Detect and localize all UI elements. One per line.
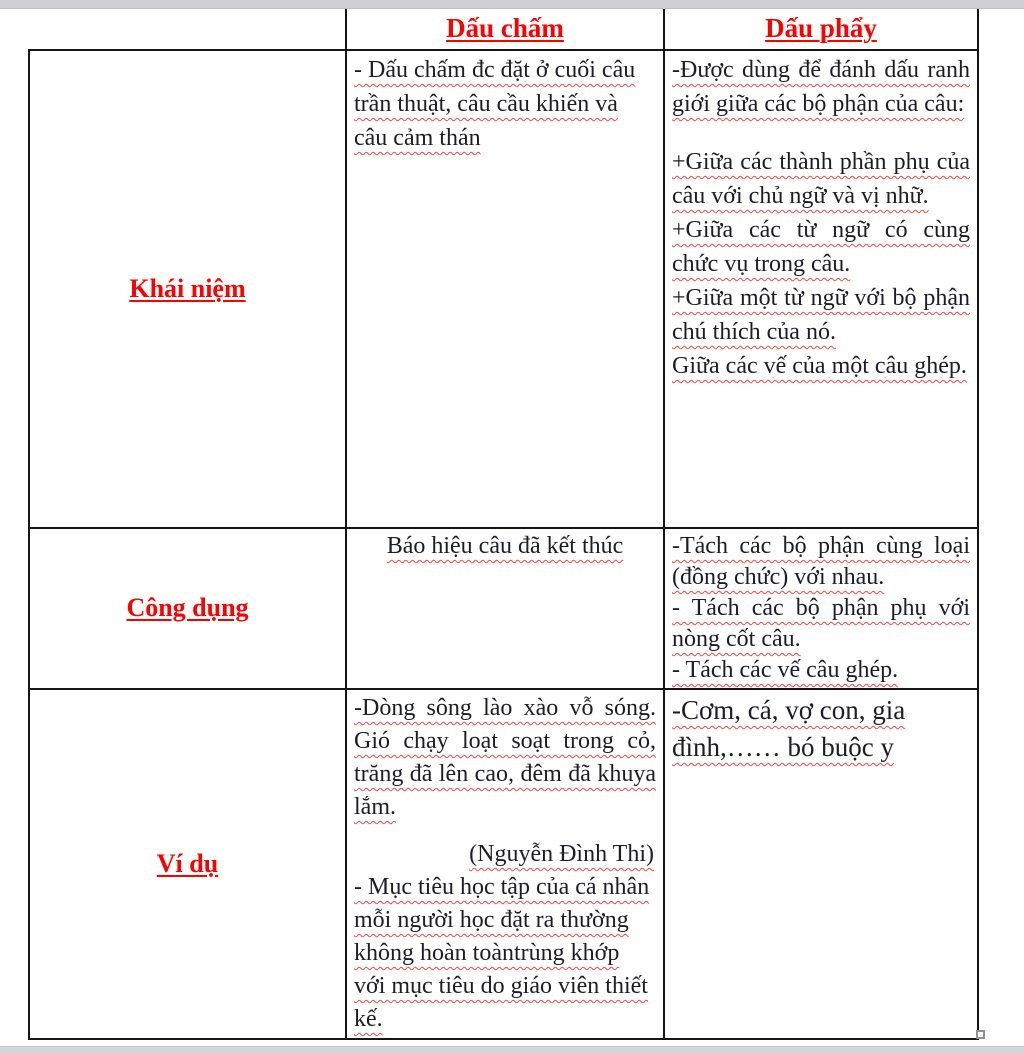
paragraph-text: - Mục tiêu học tập của cá nhân mỗi người học đặt ra thường không hoàn toàntrùng khớp với mục tiêu do giáo viên thiết kế. — [354, 874, 650, 1032]
paragraph-text: -Dòng sông lào xào vỗ sóng. Gió chạy loạt soạt trong cỏ, trăng đã lên cao, đêm đã khuya lắm. — [354, 695, 656, 820]
row-cong-dung — [29, 528, 978, 689]
top-gray-bar — [0, 0, 1024, 9]
cell-khai-niem-phay — [664, 50, 978, 528]
header-label-dau-cham: Dấu chấm — [446, 13, 564, 43]
paragraph — [672, 281, 970, 349]
paragraph — [672, 145, 970, 213]
row-label-vi-du: Ví dụ — [156, 848, 219, 878]
label-cell-vi-du — [29, 689, 346, 1039]
paragraph — [672, 593, 970, 655]
cell-khai-niem-cham — [346, 50, 664, 528]
paragraph — [354, 871, 656, 1036]
paragraph-author — [354, 838, 656, 871]
paragraph-text: - Tách các vế câu ghép. — [672, 657, 899, 683]
paragraph — [672, 655, 970, 686]
row-label-cong-dung: Công dụng — [126, 593, 249, 622]
paragraph — [354, 531, 656, 562]
paragraph-text: (Nguyễn Đình Thi) — [469, 841, 654, 867]
paragraph — [672, 213, 970, 281]
paragraph-text: -Được dùng để đánh dấu ranh giới giữa các bộ phận của câu: — [672, 57, 970, 117]
paragraph-text: +Giữa các thành phần phụ của câu với chủ ngữ và vị nhữ. — [672, 149, 970, 209]
paragraph-text: +Giữa một từ ngữ với bộ phận chú thích của nó. — [672, 285, 970, 345]
paragraph — [354, 692, 656, 824]
paragraph-text: -Cơm, cá, vợ con, gia đình,…… bó buộc y — [672, 695, 906, 762]
paragraph — [672, 349, 970, 383]
row-vi-du — [29, 689, 978, 1039]
paragraph-text: - Tách các bộ phận phụ với nòng cốt câu. — [672, 595, 970, 652]
paragraph — [672, 692, 970, 766]
cell-cong-dung-phay — [664, 528, 978, 689]
header-label-dau-phay: Dấu phẩy — [765, 13, 877, 43]
row-label-khai-niem: Khái niệm — [129, 273, 246, 303]
table-resize-handle[interactable] — [976, 1030, 985, 1039]
row-khai-niem — [29, 50, 978, 528]
paragraph-text: +Giữa các từ ngữ có cùng chức vụ trong câu. — [672, 217, 970, 277]
paragraph-text: - Dấu chấm đc đặt ở cuối câu trần thuật, câu cầu khiến và câu cảm thán — [354, 57, 636, 151]
cell-vi-du-cham — [346, 689, 664, 1039]
bottom-gray-bar — [0, 1046, 1024, 1054]
header-cell-empty — [29, 9, 346, 50]
paragraph — [672, 53, 970, 121]
paragraph-text: Giữa các vế của một câu ghép. — [672, 353, 967, 379]
header-cell-dau-cham — [346, 9, 664, 50]
label-cell-khai-niem — [29, 50, 346, 528]
header-cell-dau-phay — [664, 9, 978, 50]
paragraph — [672, 531, 970, 593]
paragraph-text: Báo hiệu câu đã kết thúc — [386, 533, 624, 559]
document-table — [28, 9, 979, 1040]
paragraph — [354, 53, 656, 155]
cell-vi-du-phay — [664, 689, 978, 1039]
cell-cong-dung-cham — [346, 528, 664, 689]
paragraph-text: -Tách các bộ phận cùng loại (đồng chức) với nhau. — [672, 533, 970, 590]
header-row — [29, 9, 978, 50]
label-cell-cong-dung — [29, 528, 346, 689]
